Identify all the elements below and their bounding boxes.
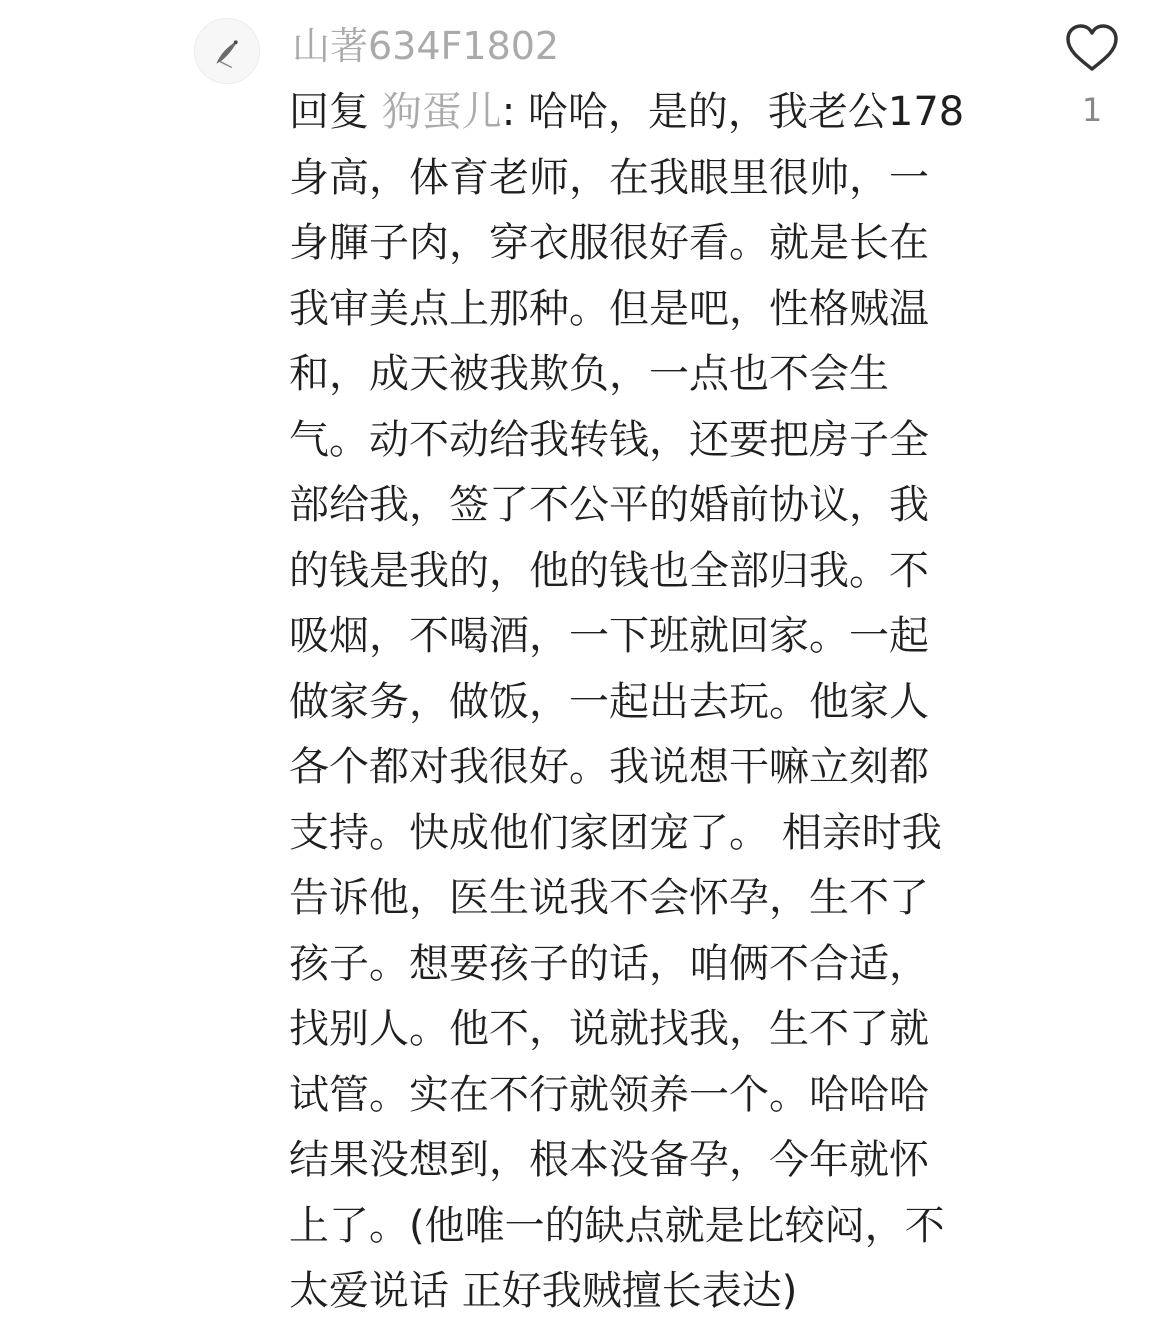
like-count: 1 [1081, 91, 1103, 129]
comment-line: 结果没想到，根本没备孕，今年就怀 [289, 1137, 929, 1183]
comment-username[interactable]: 山著634F1802 [292, 24, 560, 68]
comment-line: 的钱是我的，他的钱也全部归我。不 [289, 547, 929, 594]
comment-line: 吸烟，不喝酒，一下班就回家。一起 [289, 613, 929, 659]
comment-line: 身腪子肉，穿衣服很好看。就是长在 [289, 220, 929, 266]
comment-line: 部给我，签了不公平的婚前协议，我 [289, 482, 929, 528]
comment-line: 告诉他，医生说我不会怀孕，生不了 [289, 875, 929, 921]
like-button[interactable] [1064, 22, 1120, 74]
comment-line: : 哈哈，是的，我老公178 [501, 89, 965, 135]
reply-to-username[interactable]: 狗蛋儿 [381, 89, 502, 135]
comment-line: 支持。快成他们家团宠了。 相亲时我 [289, 809, 942, 856]
bird-avatar-icon [195, 19, 259, 83]
comment-line: 做家务，做饭，一起出去玩。他家人 [289, 678, 929, 725]
comment-line: 孩子。想要孩子的话，咱俩不合适， [289, 940, 929, 987]
comment-line: 试管。实在不行就领养一个。哈哈哈 [289, 1071, 929, 1118]
comment-line: 我审美点上那种。但是吧，性格贼温 [289, 285, 929, 332]
heart-outline-icon [1064, 22, 1120, 74]
comment-line: 太爱说话 正好我贼擅长表达) [289, 1268, 798, 1314]
comment-line: 气。动不动给我转钱，还要把房子全 [289, 416, 929, 463]
comment-line: 各个都对我很好。我说想干嘛立刻都 [289, 744, 929, 790]
comment-text [289, 80, 1001, 1325]
comment-line: 上了。(他唯一的缺点就是比较闷，不 [289, 1202, 945, 1249]
avatar[interactable] [194, 18, 260, 84]
comment-line: 找别人。他不，说就找我，生不了就 [289, 1006, 929, 1052]
reply-prefix: 回复 [289, 89, 382, 135]
comment-line: 和，成天被我欺负，一点也不会生 [289, 351, 889, 397]
comment-line: 身高，体育老师，在我眼里很帅，一 [289, 154, 929, 201]
